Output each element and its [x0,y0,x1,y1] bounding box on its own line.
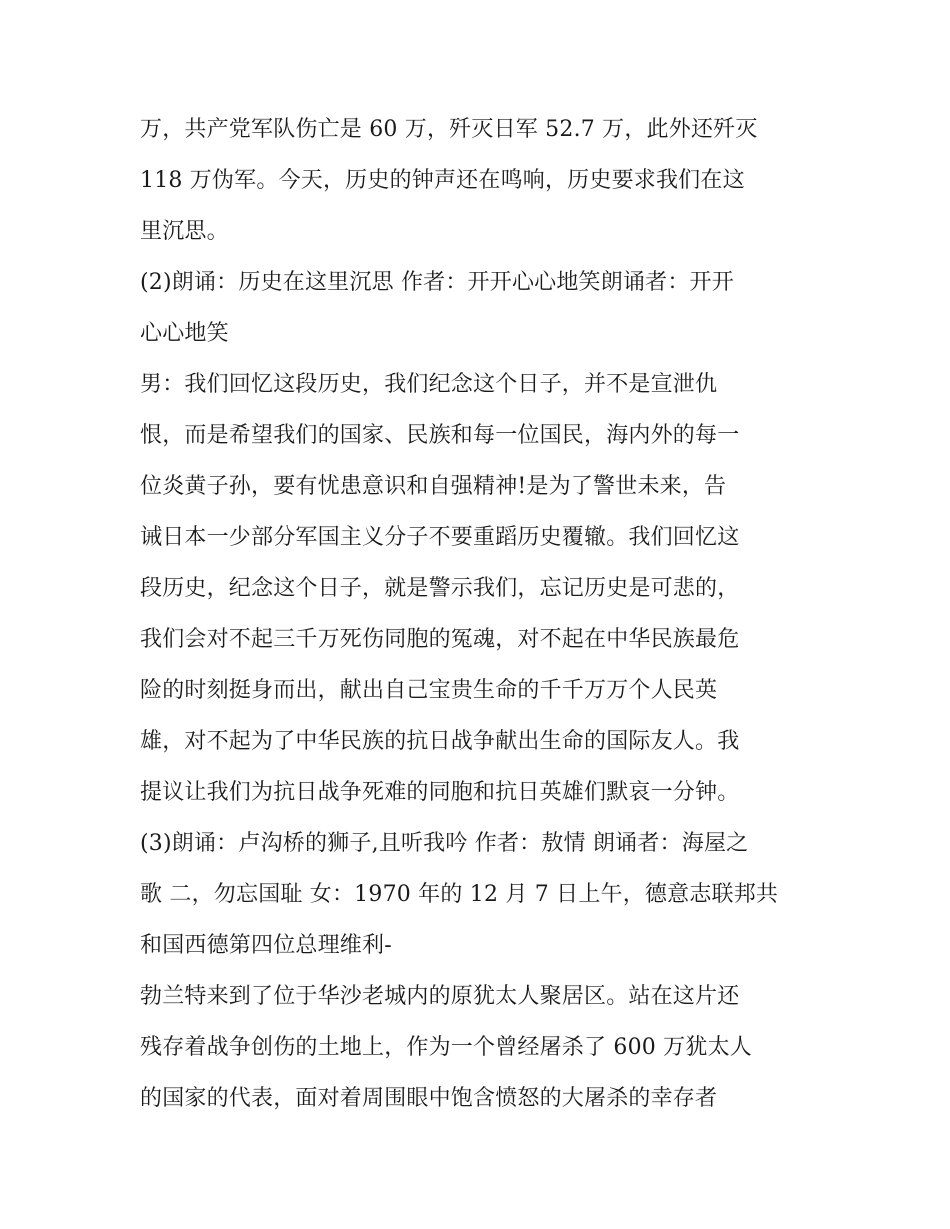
text-line: 我们会对不起三千万死伤同胞的冤魂，对不起在中华民族最危 [140,627,740,652]
text-line: 诫日本一少部分军国主义分子不要重蹈历史覆辙。我们回忆这 [140,525,740,550]
text-line: 心心地笑 [140,321,229,346]
text-line: 位炎黄子孙，要有忧患意识和自强精神!是为了警世未来，告 [140,474,727,499]
body-text [140,112,820,1132]
text-line: 的国家的代表，面对着周围眼中饱含愤怒的大屠杀的幸存者 [140,1086,718,1111]
text-line: 歌 二，勿忘国耻 女：1970 年的 12 月 7 日上午，德意志联邦共 [140,882,779,907]
text-line: 险的时刻挺身而出，献出自己宝贵生命的千千万万个人民英 [140,678,718,703]
text-line: 118 万伪军。今天，历史的钟声还在鸣响，历史要求我们在这 [140,168,745,193]
text-line: 段历史，纪念这个日子，就是警示我们，忘记历史是可悲的， [140,576,740,601]
text-line: 残存着战争创伤的土地上，作为一个曾经屠杀了 600 万犹太人 [140,1035,752,1060]
text-line: 里沉思。 [140,219,229,244]
text-line: 雄，对不起为了中华民族的抗日战争献出生命的国际友人。我 [140,729,740,754]
text-line: 和国西德第四位总理维利- [140,933,392,958]
text-line: 提议让我们为抗日战争死难的同胞和抗日英雄们默哀一分钟。 [140,780,740,805]
text-line: (3)朗诵：卢沟桥的狮子,且听我吟 作者：敖情 朗诵者：海屋之 [140,831,749,856]
text-line: 男：我们回忆这段历史，我们纪念这个日子，并不是宣泄仇 [140,372,718,397]
text-line: 万，共产党军队伤亡是 60 万，歼灭日军 52.7 万，此外还歼灭 [140,117,758,142]
text-line: 勃兰特来到了位于华沙老城内的原犹太人聚居区。站在这片还 [140,984,740,1009]
text-line: (2)朗诵：历史在这里沉思 作者：开开心心地笑朗诵者：开开 [140,270,734,295]
text-line: 恨，而是希望我们的国家、民族和每一位国民，海内外的每一 [140,423,740,448]
